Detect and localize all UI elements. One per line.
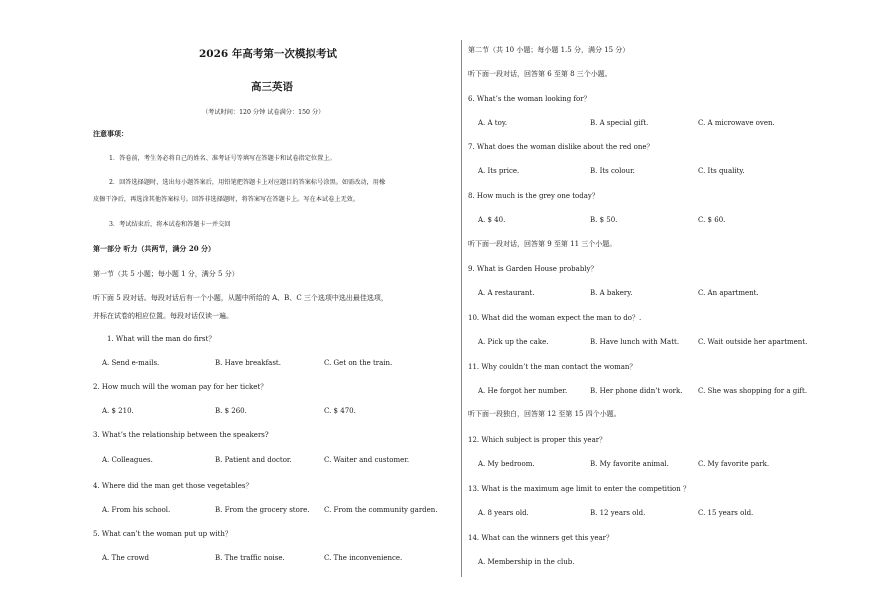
notice-item-1: 1．答卷前，考生务必将自己的姓名、准考证号等填写在答题卡和试卷指定位置上。 [109,155,336,162]
option-c: C. A microwave oven. [698,119,775,127]
part1-heading: 第一部分 听力（共两节，满分 20 分） [93,244,216,253]
option-b: B. Its colour. [590,167,635,175]
option-b: B. $ 50. [590,216,618,224]
question-text: 1. What will the man do first？ [107,335,216,343]
question-text: 14. What can the winners get this year？ [468,534,613,542]
option-a: A. Send e-mails. [102,359,160,367]
option-b: B. Patient and doctor. [215,456,292,464]
option-a: A. Pick up the cake. [478,338,549,346]
question-text: 10. What did the woman expect the man to do？. [468,314,642,322]
option-a: A. My bedroom. [478,460,535,468]
section2-heading: 第二节（共 10 小题；每小题 1.5 分，满分 15 分） [468,46,630,54]
question-text: 3. What’s the relationship between the speakers? [93,431,269,439]
option-c: C. The inconvenience. [324,554,403,562]
question-text: 12. Which subject is proper this year？ [468,436,607,444]
question-text: 11. Why couldn’t the man contact the woman？ [468,363,637,371]
option-b: B. My favorite animal. [590,460,669,468]
option-b: B. Her phone didn’t work. [590,387,683,395]
block-instruction: 听下面一段对话，回答第 9 至第 11 三个小题。 [468,240,617,248]
option-a: A. Its price. [478,167,520,175]
option-a: A. Colleagues. [102,456,153,464]
part1-instruction-line2: 并标在试卷的相应位置。每段对话仅读一遍。 [93,312,233,320]
notice-heading: 注意事项： [93,129,128,138]
column-divider [461,40,462,577]
option-a: A. A toy. [478,119,508,127]
question-text: 4. Where did the man get those vegetables？ [93,482,253,490]
option-a: A. From his school. [102,506,171,514]
option-c: C. She was shopping for a gift. [698,387,808,395]
option-a: A. The crowd [102,554,150,562]
option-c: C. My favorite park. [698,460,770,468]
exam-time-info: （考试时间：120 分钟 试卷满分：150 分） [202,109,325,116]
option-b: B. A special gift. [590,119,649,127]
page-title: 2026 年高考第一次模拟考试 [199,48,337,60]
option-c: C. 15 years old. [698,509,754,517]
question-text: 8. How much is the grey one today？ [468,192,599,200]
option-a: A. 8 years old. [478,509,529,517]
part1-instruction-line1: 听下面 5 段对话。每段对话后有一个小题，从题中所给的 A、B、C 三个选项中选出最佳选项， [93,294,388,302]
option-a: A. He forgot her number. [478,387,568,395]
question-text: 13. What is the maximum age limit to enter the competition ？ [468,485,691,493]
option-b: B. 12 years old. [590,509,646,517]
question-text: 9. What is Garden House probably？ [468,265,598,273]
option-b: B. A bakery. [590,289,633,297]
option-c: C. Wait outside her apartment. [698,338,808,346]
option-a: A. $ 210. [102,407,134,415]
option-b: B. Have breakfast. [215,359,281,367]
option-b: B. Have lunch with Matt. [590,338,680,346]
option-b: B. From the grocery store. [215,506,310,514]
option-c: C. Get on the train. [324,359,393,367]
block-instruction: 听下面一段对话，回答第 6 至第 8 三个小题。 [468,70,612,78]
option-a: A. $ 40. [478,216,506,224]
page-subtitle: 高三英语 [251,81,293,93]
notice-item-2: 2．回答选择题时，选出每小题答案后，用铅笔把答题卡上对应题目的答案标号涂黑。如需改动，用橡 [109,179,386,186]
option-b: B. The traffic noise. [215,554,285,562]
question-text: 5. What can’t the woman put up with？ [93,530,232,538]
option-c: C. $ 470. [324,407,356,415]
notice-item-2-cont: 皮擦干净后，再选涂其他答案标号。回答非选择题时，将答案写在答题卡上。写在本试卷上无效。 [93,196,360,203]
option-a: A. A restaurant. [478,289,535,297]
option-c: C. Its quality. [698,167,745,175]
option-a: A. Membership in the club. [478,558,575,566]
question-text: 6. What’s the woman looking for？ [468,95,591,103]
notice-item-3: 3．考试结束后，将本试卷和答题卡一并交回 [109,221,231,228]
question-text: 7. What does the woman dislike about the red one？ [468,143,654,151]
option-c: C. From the community garden. [324,506,438,514]
block-instruction: 听下面一段独白，回答第 12 至第 15 四个小题。 [468,410,621,418]
question-text: 2. How much will the woman pay for her ticket？ [93,383,268,391]
section1-heading: 第一节（共 5 小题；每小题 1 分，满分 5 分） [93,270,239,278]
option-c: C. $ 60. [698,216,726,224]
option-c: C. Waiter and customer. [324,456,410,464]
option-b: B. $ 260. [215,407,247,415]
option-c: C. An apartment. [698,289,759,297]
